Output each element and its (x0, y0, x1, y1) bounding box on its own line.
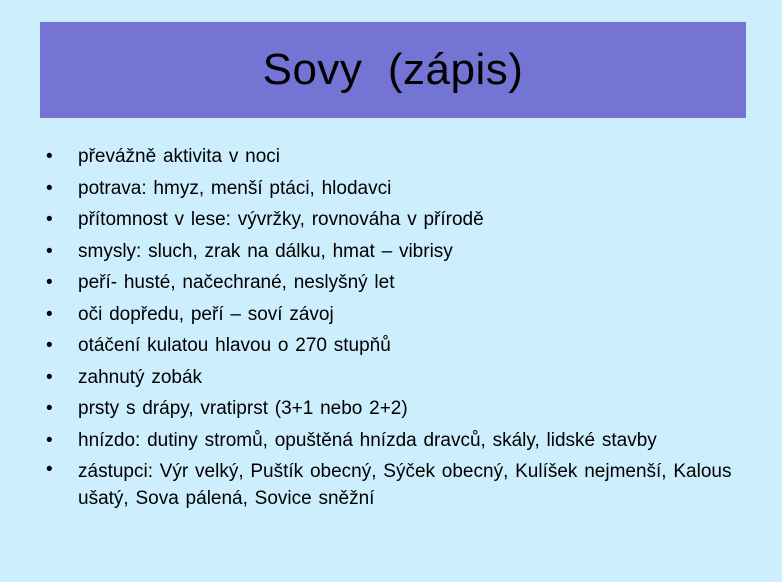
bullet-icon: • (46, 177, 53, 199)
list-item (46, 267, 746, 299)
list-item-text: oči dopředu, peří – soví závoj (78, 303, 334, 325)
list-item-text: zástupci: Výr velký, Puštík obecný, Sýček obecný, Kulíšek nejmenší, Kalous ušatý, Sova pálená, Sovice sněžní (78, 461, 732, 509)
slide-title: Sovy (zápis) (262, 45, 524, 94)
list-item (46, 362, 746, 394)
bullet-icon: • (46, 429, 53, 451)
bullet-icon: • (46, 366, 53, 388)
bullet-icon: • (46, 398, 53, 419)
list-item-text: hnízdo: dutiny stromů, opuštěná hnízda dravců, skály, lidské stavby (78, 429, 657, 451)
list-item (46, 393, 746, 425)
list-item-text: peří- husté, načechrané, neslyšný let (78, 272, 395, 293)
bullet-icon: • (46, 240, 53, 262)
list-item-text: prsty s drápy, vratiprst (3+1 nebo 2+2) (78, 398, 408, 419)
list-item-text: otáčení kulatou hlavou o 270 stupňů (78, 335, 391, 356)
list-item (46, 204, 746, 236)
bullet-icon: • (46, 272, 53, 293)
list-item-text: převážně aktivita v noci (78, 146, 280, 167)
bullet-icon: • (46, 146, 53, 167)
list-item (46, 173, 746, 205)
bullet-icon: • (46, 209, 53, 230)
bullet-icon: • (46, 335, 53, 356)
list-item (46, 456, 746, 512)
bullet-icon: • (46, 303, 53, 325)
list-item (46, 425, 746, 457)
list-item-text: přítomnost v lese: vývržky, rovnováha v přírodě (78, 209, 484, 230)
list-item-text: potrava: hmyz, menší ptáci, hlodavci (78, 177, 392, 199)
list-item-text: zahnutý zobák (78, 366, 203, 388)
list-item-text: smysly: sluch, zrak na dálku, hmat – vibrisy (78, 240, 453, 262)
bullet-icon: • (46, 459, 53, 480)
list-item (46, 141, 746, 173)
bullet-list (46, 141, 746, 512)
list-item (46, 236, 746, 268)
list-item (46, 330, 746, 362)
list-item (46, 299, 746, 331)
title-bar (40, 22, 746, 118)
